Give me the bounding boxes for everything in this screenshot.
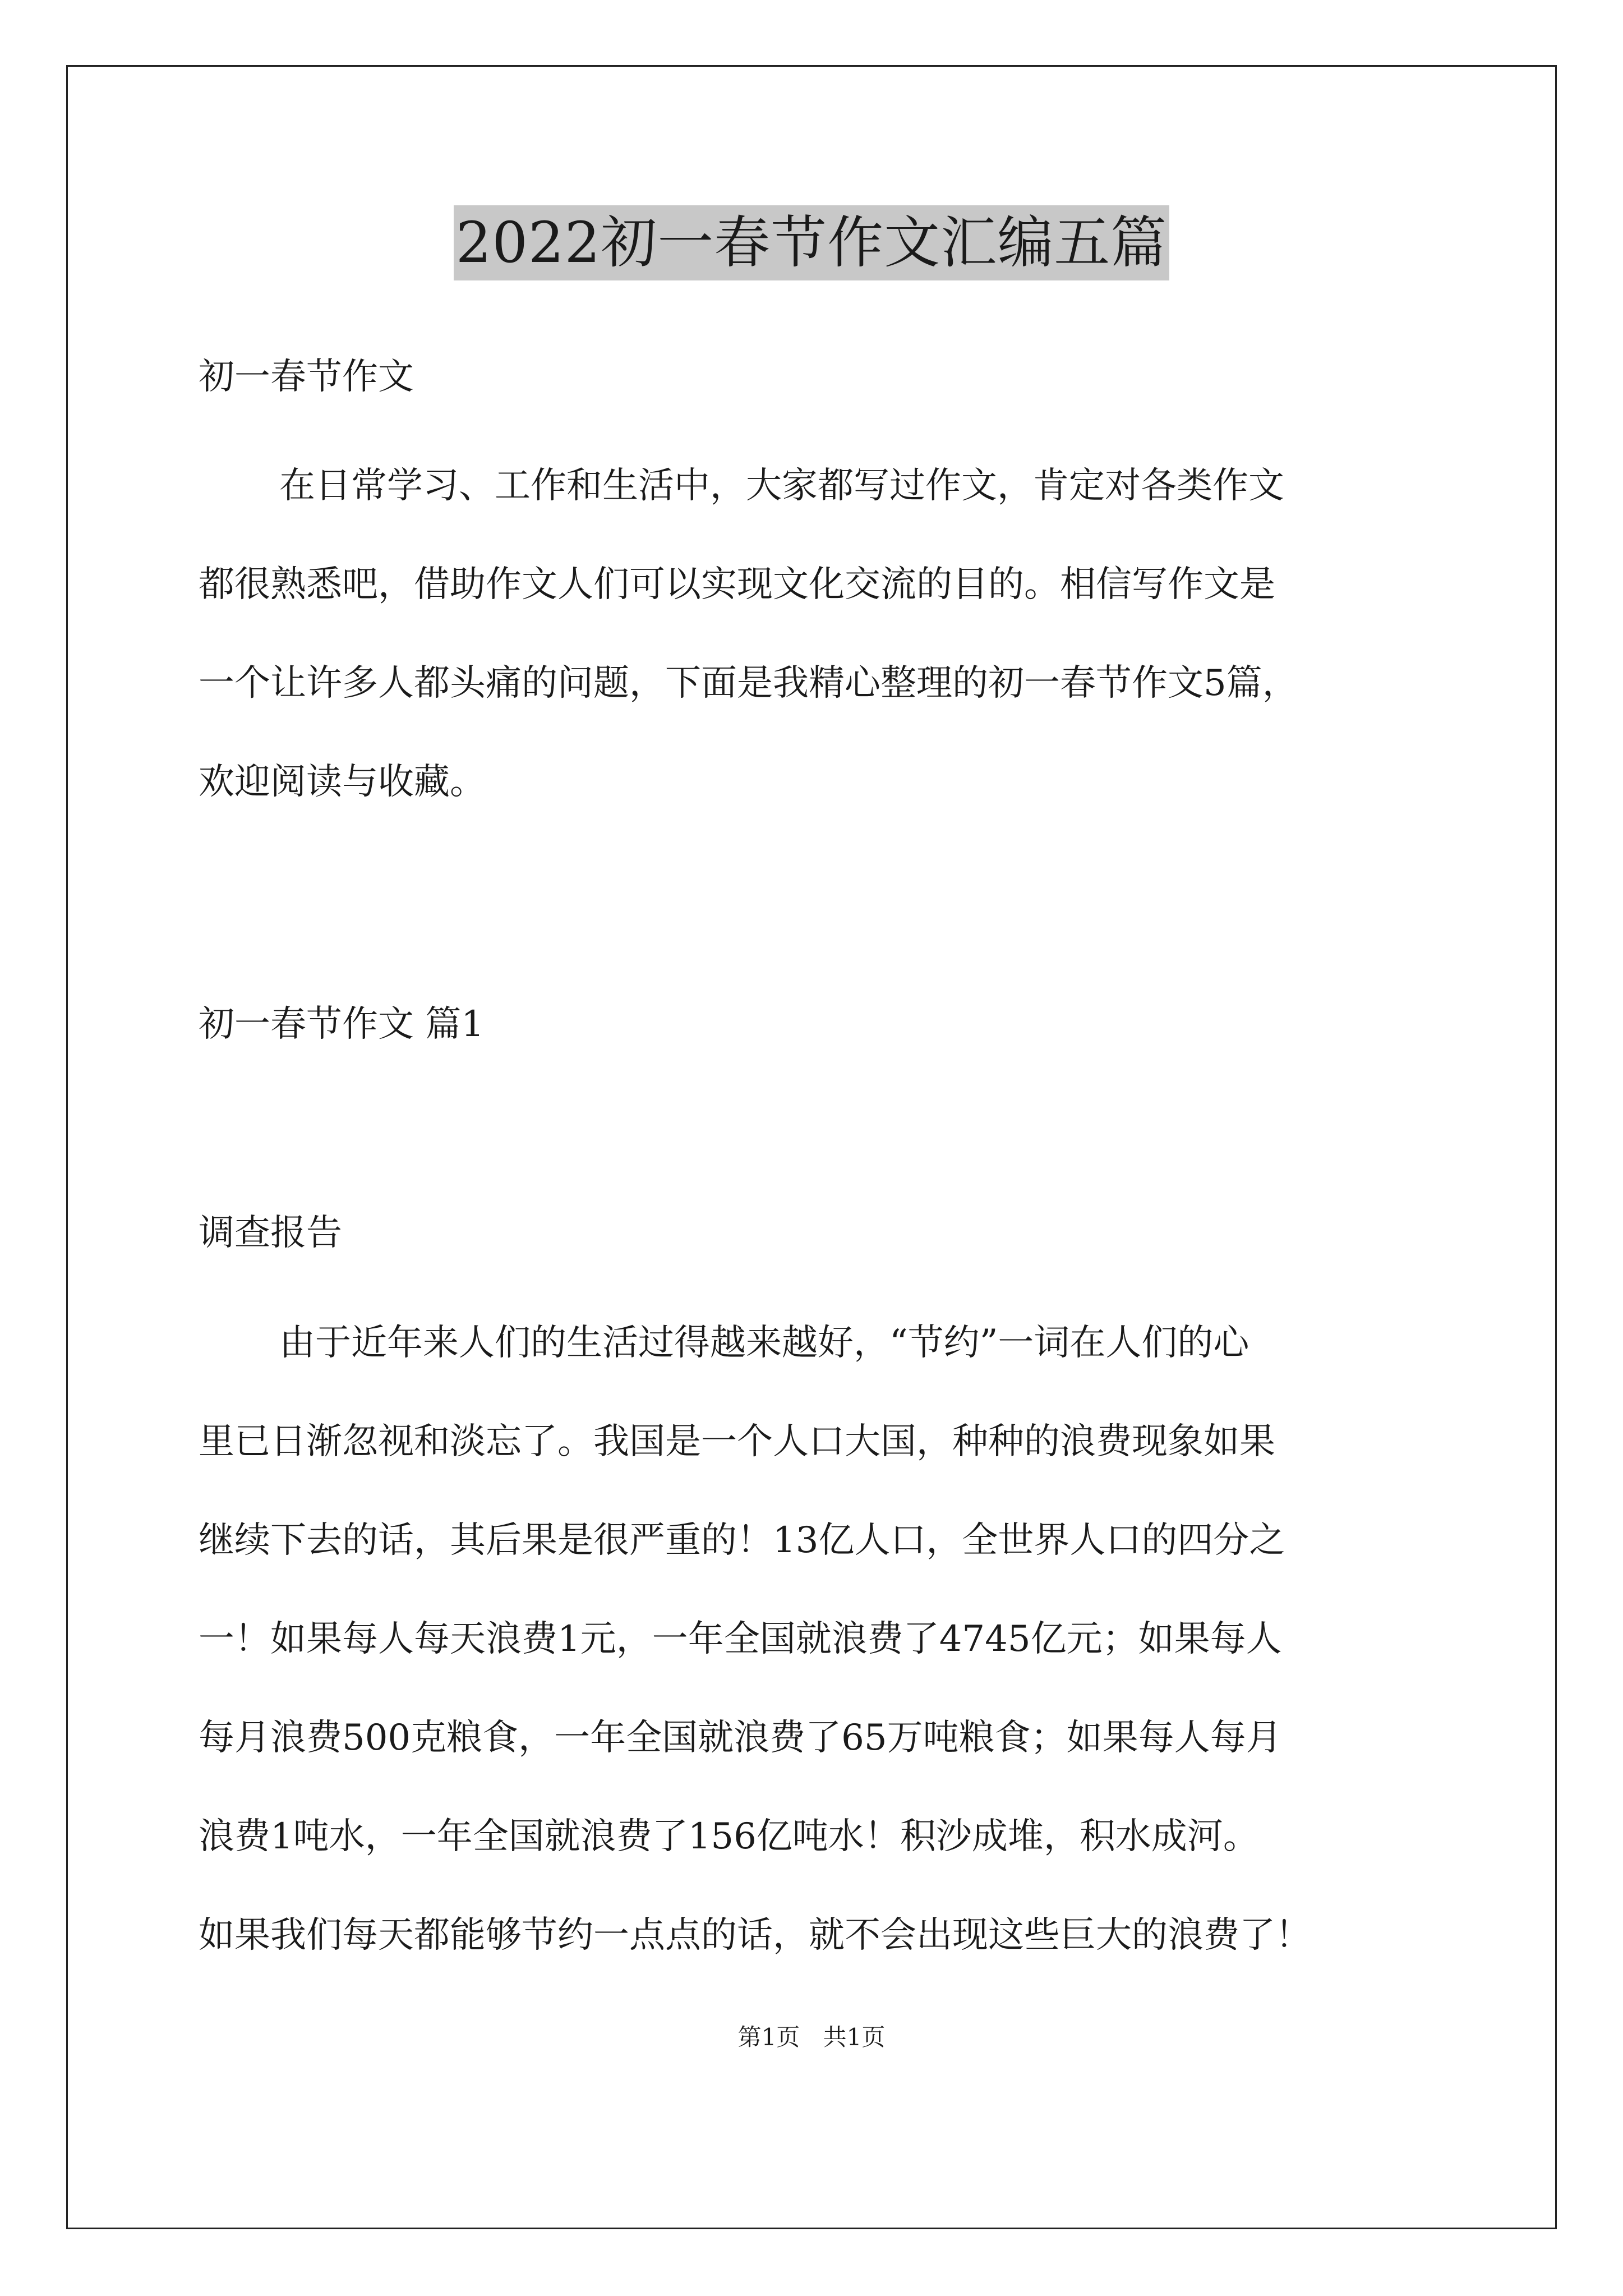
body-line: 里已日渐忽视和淡忘了。我国是一个人口大国，种种的浪费现象如果	[199, 1421, 1275, 1462]
title-container	[0, 205, 1623, 280]
document-title: 2022初一春节作文汇编五篇	[454, 205, 1170, 280]
intro-line: 都很熟悉吧，借助作文人们可以实现文化交流的目的。相信写作文是	[199, 564, 1275, 605]
subheading-block	[199, 1184, 1424, 1282]
body-line: 如果我们每天都能够节约一点点的话，就不会出现这些巨大的浪费了！	[199, 1915, 1311, 1956]
page-total: 共1页	[823, 2023, 886, 2051]
intro-line: 一个让许多人都头痛的问题，下面是我精心整理的初一春节作文5篇，	[199, 662, 1298, 704]
body-line: 每月浪费500克粮食，一年全国就浪费了65万吨粮食；如果每人每月	[199, 1717, 1282, 1759]
section-heading: 初一春节作文 篇1	[199, 1004, 485, 1045]
body-line: 继续下去的话，其后果是很严重的！13亿人口，全世界人口的四分之	[199, 1520, 1285, 1561]
body-line: 一！如果每人每天浪费1元，一年全国就浪费了4745亿元；如果每人	[199, 1618, 1282, 1660]
intro-line: 在日常学习、工作和生活中，大家都写过作文，肯定对各类作文	[279, 465, 1284, 507]
subheading: 调查报告	[199, 1212, 342, 1254]
heading-block	[199, 328, 1424, 426]
body-line: 由于近年来人们的生活过得越来越好，“节约”一词在人们的心	[279, 1322, 1249, 1364]
document-heading: 初一春节作文	[199, 356, 414, 398]
body-line: 浪费1吨水，一年全国就浪费了156亿吨水！积沙成堆，积水成河。	[199, 1816, 1259, 1857]
intro-paragraph	[199, 436, 1424, 831]
intro-line: 欢迎阅读与收藏。	[199, 761, 486, 803]
page-number: 第1页	[737, 2023, 800, 2051]
page-footer	[0, 2021, 1623, 2054]
section-heading-block	[199, 975, 1424, 1074]
body-paragraph	[199, 1294, 1424, 1985]
